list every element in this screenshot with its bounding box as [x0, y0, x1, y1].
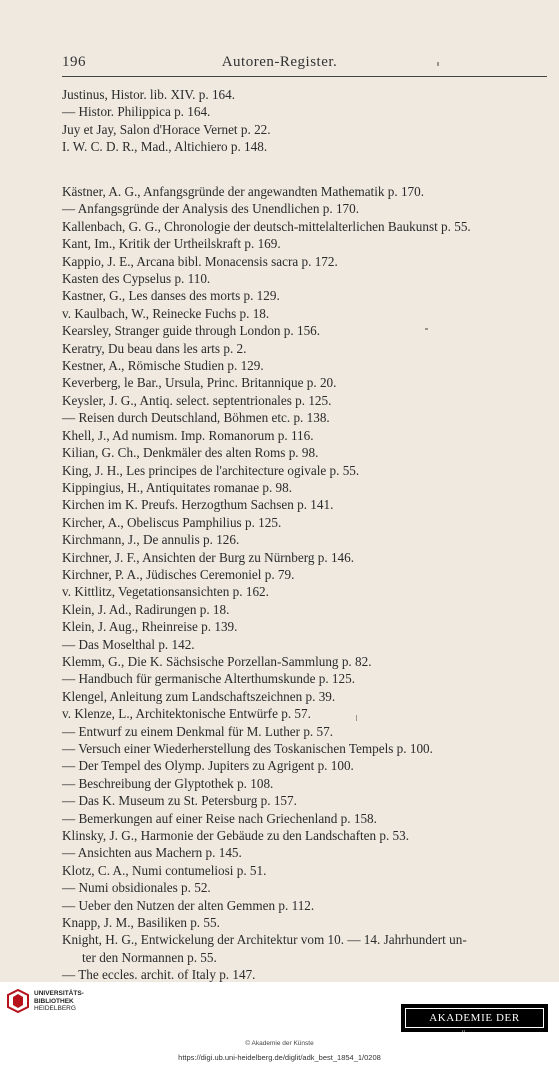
index-entry: Knight, H. G., Entwickelung der Architektur vom 10. — 14. Jahrhundert un- — [62, 932, 467, 948]
index-entry: Keratry, Du beau dans les arts p. 2. — [62, 340, 247, 356]
library-emblem-icon — [7, 989, 29, 1013]
index-entry: Justinus, Histor. lib. XIV. p. 164. — [62, 87, 236, 102]
index-entry: Klinsky, J. G., Harmonie der Gebäude zu den Landschaften p. 53. — [62, 828, 410, 844]
index-entry: v. Klenze, L., Architektonische Entwürfe p. 57. — [62, 706, 311, 722]
index-entry: — Ansichten aus Machern p. 145. — [62, 845, 242, 861]
permalink-url[interactable]: https://digi.ub.uni-heidelberg.de/diglit/adk_best_1854_1/0208 — [178, 1053, 381, 1062]
index-entry: — Der Tempel des Olymp. Jupiters zu Agrigent p. 100. — [62, 758, 354, 774]
academy-logo[interactable] — [401, 1004, 548, 1042]
university-library-logo[interactable] — [7, 987, 127, 1017]
index-entry: Klengel, Anleitung zum Landschaftszeichnen p. 39. — [62, 688, 336, 704]
index-entry: v. Kittlitz, Vegetationsansichten p. 162. — [62, 584, 269, 600]
index-entry: Khell, J., Ad numism. Imp. Romanorum p. 116. — [62, 427, 314, 443]
index-entry: Kestner, A., Römische Studien p. 129. — [62, 358, 264, 374]
index-entry: — Histor. Philippica p. 164. — [62, 104, 211, 120]
index-entry: — Ueber den Nutzen der alten Gemmen p. 112. — [62, 897, 315, 913]
index-entry: Klein, J. Aug., Rheinreise p. 139. — [62, 619, 238, 635]
scan-speck — [437, 62, 439, 66]
index-entry: Kirchner, J. F., Ansichten der Burg zu Nürnberg p. 146. — [62, 549, 355, 565]
index-entry: Klotz, C. A., Numi contumeliosi p. 51. — [62, 862, 267, 878]
index-entry: Kant, Im., Kritik der Urtheilskraft p. 169. — [62, 236, 281, 252]
index-group-j — [62, 86, 552, 156]
index-entry: Knapp, J. M., Basiliken p. 55. — [62, 915, 220, 931]
page-number: 196 — [62, 54, 86, 70]
index-entry: Kastner, G., Les danses des morts p. 129. — [62, 288, 280, 304]
scan-speck — [425, 328, 428, 330]
library-logo-line: BIBLIOTHEK — [34, 997, 74, 1005]
header-rule — [62, 76, 547, 77]
page-header — [0, 54, 559, 74]
index-entry: Kippingius, H., Antiquitates romanae p. 98. — [62, 479, 293, 495]
library-logo-line: UNIVERSITÄTS- — [34, 990, 84, 997]
index-entry: Kirchmann, J., De annulis p. 126. — [62, 532, 240, 548]
index-entry: Kallenbach, G. G., Chronologie der deutsch-mittelalterlichen Baukunst p. 55. — [62, 218, 471, 234]
index-entry: — Reisen durch Deutschland, Böhmen etc. p. 138. — [62, 410, 330, 426]
index-group-k — [62, 183, 552, 982]
academy-logo-text: AKADEMIE DER KÜNSTE — [405, 1008, 544, 1028]
index-entry: Keverberg, le Bar., Ursula, Princ. Britannique p. 20. — [62, 375, 337, 391]
running-title: Autoren-Register. — [221, 54, 338, 70]
index-entry: Keysler, J. G., Antiq. select. septentrionales p. 125. — [62, 392, 332, 408]
index-entry: Kircher, A., Obeliscus Pamphilius p. 125. — [62, 514, 282, 530]
index-entry: — Handbuch für germanische Alterthumskunde p. 125. — [62, 671, 355, 687]
index-entry: Kästner, A. G., Anfangsgründe der angewandten Mathematik p. 170. — [62, 184, 425, 199]
viewer-footer — [0, 982, 559, 1065]
index-entry: v. Kaulbach, W., Reinecke Fuchs p. 18. — [62, 305, 270, 321]
index-entry: Kasten des Cypselus p. 110. — [62, 271, 211, 287]
index-entry: — Das K. Museum zu St. Petersburg p. 157. — [62, 793, 297, 809]
index-entry: Kilian, G. Ch., Denkmäler des alten Roms p. 98. — [62, 445, 319, 461]
index-entry: Kearsley, Stranger guide through London p. 156. — [62, 323, 321, 339]
copyright-notice: © Akademie der Künste — [245, 1040, 314, 1047]
index-entry: King, J. H., Les principes de l'architecture ogivale p. 55. — [62, 462, 360, 478]
index-entry: I. W. C. D. R., Mad., Altichiero p. 148. — [62, 139, 268, 155]
index-entry: Kappio, J. E., Arcana bibl. Monacensis sacra p. 172. — [62, 253, 338, 269]
index-entry: — Beschreibung der Glyptothek p. 108. — [62, 775, 274, 791]
index-entry: Klein, J. Ad., Radirungen p. 18. — [62, 601, 230, 617]
index-entry: — Entwurf zu einem Denkmal für M. Luther p. 57. — [62, 723, 334, 739]
index-entry-continuation: ter den Normannen p. 55. — [82, 949, 217, 965]
library-logo-line: HEIDELBERG — [34, 1005, 76, 1012]
index-entry: — The eccles. archit. of Italy p. 147. — [62, 967, 256, 982]
index-entry: — Versuch einer Wiederherstellung des Toskanischen Tempels p. 100. — [62, 741, 433, 756]
scan-speck — [356, 715, 357, 721]
index-entry: — Numi obsidionales p. 52. — [62, 880, 211, 896]
index-entry: — Anfangsgründe der Analysis des Unendlichen p. 170. — [62, 201, 360, 217]
index-entry: — Bemerkungen auf einer Reise nach Griechenland p. 158. — [62, 810, 377, 826]
index-entry: Kirchen im K. Preufs. Herzogthum Sachsen p. 141. — [62, 497, 334, 513]
index-entry: Klemm, G., Die K. Sächsische Porzellan-Sammlung p. 82. — [62, 653, 372, 669]
index-entry: — Das Moselthal p. 142. — [62, 636, 195, 652]
index-entry: Kirchner, P. A., Jüdisches Ceremoniel p. 79. — [62, 566, 295, 582]
index-entry: Juy et Jay, Salon d'Horace Vernet p. 22. — [62, 121, 271, 137]
